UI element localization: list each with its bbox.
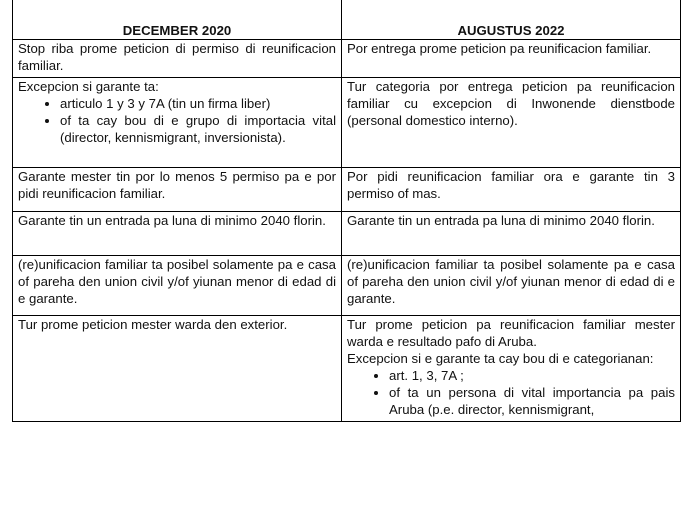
cell-right: Por pidi reunificacion familiar ora e garante tin 3 permiso of mas. [342,168,681,212]
table-row [13,212,681,256]
header-december-2020: DECEMBER 2020 [13,0,342,40]
table-row [13,256,681,316]
cell-right [342,316,681,422]
list-item: • of ta cay bou di e grupo di importacia vital (director, kennismigrant, inversionista). [60,112,336,146]
cell-left: Garante tin un entrada pa luna di minimo 2040 florin. [13,212,342,256]
cell-intro: Tur prome peticion pa reunificacion familiar mester warda e resultado pafo di Aruba. [347,317,675,349]
table-row [13,168,681,212]
cell-left [13,78,342,168]
cell-left: Stop riba prome peticion di permiso di reunificacion familiar. [13,40,342,78]
header-row [13,0,681,40]
table-row [13,316,681,422]
list-item: • articulo 1 y 3 y 7A (tin un firma liber) [60,95,336,112]
comparison-table [12,0,681,422]
cell-right: Por entrega prome peticion pa reunificacion familiar. [342,40,681,78]
cell-left: (re)unificacion familiar ta posibel solamente pa e casa of pareha den union civil y/of yiunan menor di edad di e garante. [13,256,342,316]
cell-intro: Excepcion si garante ta: [18,79,159,94]
list-item: • of ta un persona di vital importancia pa pais Aruba (p.e. director, kennismigrant, [389,384,675,418]
cell-right: Garante tin un entrada pa luna di minimo 2040 florin. [342,212,681,256]
table-row [13,78,681,168]
bullet-list [18,95,336,146]
cell-left: Tur prome peticion mester warda den exterior. [13,316,342,422]
header-augustus-2022: AUGUSTUS 2022 [342,0,681,40]
cell-right: Tur categoria por entrega peticion pa reunificacion familiar cu excepcion di Inwonende dienstbode (personal domestico interno). [342,78,681,168]
cell-exception: Excepcion si e garante ta cay bou di e categorianan: [347,351,654,366]
list-item: • art. 1, 3, 7A ; [389,367,675,384]
table-row [13,40,681,78]
cell-left: Garante mester tin por lo menos 5 permiso pa e por pidi reunificacion familiar. [13,168,342,212]
bullet-list [347,367,675,418]
cell-right: (re)unificacion familiar ta posibel solamente pa e casa of pareha den union civil y/of yiunan menor di edad di e garante. [342,256,681,316]
